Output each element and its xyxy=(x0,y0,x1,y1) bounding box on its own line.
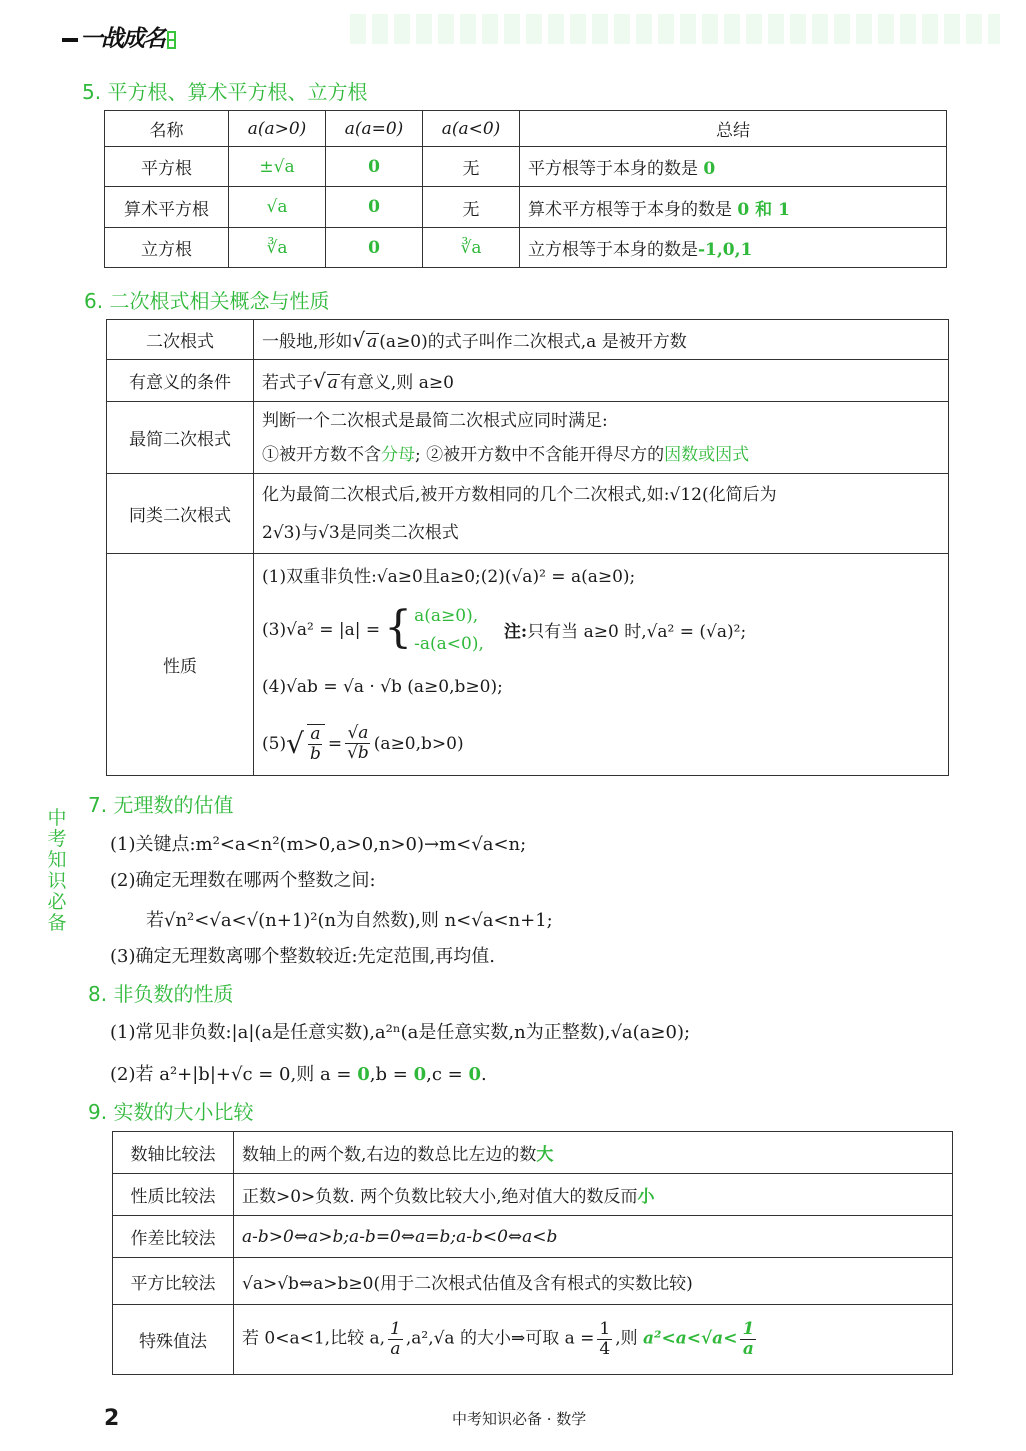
footer-title: 中考知识必备 · 数学 xyxy=(452,1410,587,1428)
roots-table-header xyxy=(105,111,947,147)
fraction-root xyxy=(345,724,371,762)
header-banner xyxy=(350,14,1000,44)
fraction-a-b xyxy=(307,724,325,763)
numerator: a xyxy=(310,723,321,744)
keyword: 分母 xyxy=(381,444,415,465)
text: 化为最简二次根式后,被开方数相同的几个二次根式,如:√12(化简后为 xyxy=(262,484,777,505)
summary-text: 平方根等于本身的数是 xyxy=(528,159,698,179)
table-row xyxy=(107,402,949,474)
content-cell xyxy=(234,1132,953,1174)
denominator: b xyxy=(309,743,321,764)
brace-symbol: { xyxy=(384,602,413,653)
answer: 大 xyxy=(536,1145,554,1165)
equals: = xyxy=(327,733,343,754)
numerator: 1 xyxy=(599,1319,611,1340)
label-cell: 同类二次根式 xyxy=(107,474,254,554)
text: 有意义,则 a≥0 xyxy=(339,373,454,393)
text: . xyxy=(480,1064,487,1085)
text: ①被开方数不含 xyxy=(262,444,381,465)
row-neg: 无 xyxy=(423,147,520,187)
row-neg: ∛a xyxy=(423,228,520,268)
text: (a≥0)的式子叫作二次根式,a 是被开方数 xyxy=(379,332,687,352)
col-zero: a(a=0) xyxy=(326,111,423,147)
text: ; ②被开方数中不含能开得尽方的 xyxy=(415,444,665,465)
s7-line-1: (1)关键点:m²<a<n²(m>0,a>0,n>0)→m<√a<n; xyxy=(110,834,527,855)
property-3 xyxy=(262,599,940,661)
denominator: √b xyxy=(347,743,369,763)
radicals-table xyxy=(106,319,949,776)
text: ,则 xyxy=(615,1329,638,1349)
text: 一般地,形如 xyxy=(262,332,353,352)
keyword: 因数或因式 xyxy=(664,444,750,465)
table-row xyxy=(105,187,947,228)
numerator: √a xyxy=(347,723,369,744)
label-cell: 平方比较法 xyxy=(113,1258,234,1305)
summary-answer: 0 xyxy=(703,159,716,179)
cases xyxy=(414,602,484,658)
label-cell: 二次根式 xyxy=(107,320,254,360)
col-name: 名称 xyxy=(105,111,229,147)
fraction xyxy=(388,1320,403,1358)
text: (a≥0,b>0) xyxy=(373,733,464,754)
sqrt-symbol: √ xyxy=(352,328,366,352)
s7-line-4: (3)确定无理数离哪个整数较近:先定范围,再均值. xyxy=(110,946,496,967)
text: 若式子 xyxy=(262,373,313,393)
text: ,b = xyxy=(369,1064,408,1085)
table-row xyxy=(105,147,947,187)
text: ,c = xyxy=(426,1064,463,1085)
row-summary xyxy=(520,228,947,268)
label-cell: 性质 xyxy=(107,554,254,776)
summary-text: 立方根等于本身的数是 xyxy=(528,240,698,260)
table-row xyxy=(107,554,949,776)
radicand: a xyxy=(327,373,338,393)
case-2: -a(a<0), xyxy=(414,633,484,654)
s8-line-2 xyxy=(110,1060,487,1086)
brand-logo xyxy=(62,20,176,53)
note-label: 注: xyxy=(503,622,528,642)
brand-text: 一战成名 xyxy=(80,26,164,52)
content-cell xyxy=(254,402,949,474)
text: (2)若 a²+|b|+√c = 0,则 a = xyxy=(110,1064,352,1085)
label-cell: 作差比较法 xyxy=(113,1216,234,1258)
content-cell xyxy=(234,1174,953,1216)
section-8-title: 8. 非负数的性质 xyxy=(88,982,234,1006)
content-cell xyxy=(254,474,949,554)
col-summary: 总结 xyxy=(520,111,947,147)
row-pos: ±√a xyxy=(229,147,326,187)
content-cell: a-b>0⇔a>b;a-b=0⇔a=b;a-b<0⇔a<b xyxy=(234,1216,953,1258)
case-1: a(a≥0), xyxy=(414,605,479,626)
label-cell: 有意义的条件 xyxy=(107,360,254,402)
denominator: a xyxy=(742,1339,754,1359)
table-row xyxy=(113,1132,953,1174)
radicand: a xyxy=(367,332,378,352)
row-zero: 0 xyxy=(326,147,423,187)
table-row xyxy=(107,360,949,402)
table-row xyxy=(107,320,949,360)
conditions xyxy=(262,438,940,472)
text: ,a²,√a 的大小⇒可取 a = xyxy=(405,1329,595,1349)
brand-dash xyxy=(62,38,78,42)
row-zero: 0 xyxy=(326,228,423,268)
s8-line-1: (1)常见非负数:|a|(a是任意实数),a²ⁿ(a是任意实数,n为正整数),√a(a≥0); xyxy=(110,1022,691,1043)
roots-table xyxy=(104,110,947,268)
section-9-title: 9. 实数的大小比较 xyxy=(88,1100,254,1124)
note-text: 只有当 a≥0 时,√a² = (√a)²; xyxy=(527,622,747,642)
page-number: 2 xyxy=(104,1406,120,1431)
summary-text: 算术平方根等于本身的数是 xyxy=(528,199,732,220)
section-6-title: 6. 二次根式相关概念与性质 xyxy=(84,289,330,313)
row-summary xyxy=(520,187,947,228)
answer: 0 xyxy=(413,1064,427,1085)
row-zero: 0 xyxy=(326,187,423,228)
label-cell: 性质比较法 xyxy=(113,1174,234,1216)
section-7-title: 7. 无理数的估值 xyxy=(88,793,234,817)
label-cell: 特殊值法 xyxy=(113,1305,234,1375)
content-cell xyxy=(234,1305,953,1375)
s7-line-2: (2)确定无理数在哪两个整数之间: xyxy=(110,870,376,891)
content-cell xyxy=(254,554,949,776)
label-cell: 最简二次根式 xyxy=(107,402,254,474)
table-row xyxy=(113,1216,953,1258)
answer: a²<a<√a< xyxy=(643,1329,738,1349)
text: 2√3)与√3是同类二次根式 xyxy=(262,522,459,543)
summary-answer: 0 和 1 xyxy=(737,199,790,220)
text: 判断一个二次根式是最简二次根式应同时满足: xyxy=(262,410,608,431)
sqrt-symbol: √ xyxy=(313,369,326,393)
property-5 xyxy=(262,713,940,775)
property-4: (4)√ab = √a · √b (a≥0,b≥0); xyxy=(262,676,503,697)
table-row xyxy=(107,474,949,554)
numerator: 1 xyxy=(742,1319,755,1340)
summary-answer: -1,0,1 xyxy=(698,240,753,260)
fraction xyxy=(597,1320,612,1358)
row-pos: √a xyxy=(229,187,326,228)
numerator: 1 xyxy=(390,1319,401,1340)
table-row xyxy=(105,228,947,268)
denominator: 4 xyxy=(599,1339,611,1359)
brand-grid-icon xyxy=(167,31,176,49)
text: (5) xyxy=(262,733,287,754)
content-cell xyxy=(254,360,949,402)
content-cell: √a>√b⇔a>b≥0(用于二次根式估值及含有根式的实数比较) xyxy=(234,1258,953,1305)
section-5-title: 5. 平方根、算术平方根、立方根 xyxy=(82,80,368,104)
label-cell: 数轴比较法 xyxy=(113,1132,234,1174)
denominator: a xyxy=(390,1339,401,1359)
answer: 0 xyxy=(357,1064,370,1085)
row-name: 平方根 xyxy=(105,147,229,187)
table-row xyxy=(113,1174,953,1216)
fraction-answer xyxy=(740,1320,756,1358)
property-1: (1)双重非负性:√a≥0且a≥0;(2)(√a)² = a(a≥0); xyxy=(262,566,636,587)
col-neg: a(a<0) xyxy=(423,111,520,147)
answer: 0 xyxy=(468,1064,481,1085)
side-label: 中考知识必备 xyxy=(47,807,67,934)
col-pos: a(a>0) xyxy=(229,111,326,147)
answer: 小 xyxy=(637,1187,655,1207)
text: 数轴上的两个数,右边的数总比左边的数 xyxy=(242,1145,537,1165)
row-summary xyxy=(520,147,947,187)
s7-line-3: 若√n²<√a<√(n+1)²(n为自然数),则 n<√a<n+1; xyxy=(146,910,553,931)
text: 正数>0>负数. 两个负数比较大小,绝对值大的数反而 xyxy=(242,1187,638,1207)
table-row xyxy=(113,1305,953,1375)
sqrt-symbol: √ xyxy=(286,727,304,760)
comparison-table xyxy=(112,1131,953,1375)
text: 若 0<a<1,比较 a, xyxy=(242,1329,386,1349)
content-cell xyxy=(254,320,949,360)
table-row xyxy=(113,1258,953,1305)
row-name: 算术平方根 xyxy=(105,187,229,228)
row-name: 立方根 xyxy=(105,228,229,268)
row-pos: ∛a xyxy=(229,228,326,268)
row-neg: 无 xyxy=(423,187,520,228)
text: (3)√a² = |a| = xyxy=(262,619,381,640)
